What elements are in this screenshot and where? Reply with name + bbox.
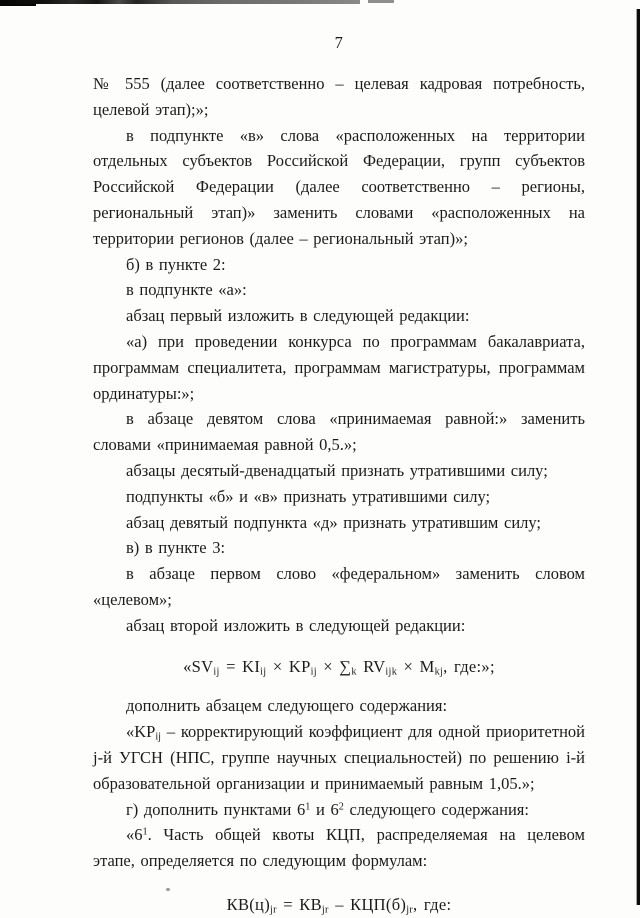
paragraph: [93, 613, 585, 639]
text-run: подпункты «б» и «в» признать утратившими силу;: [126, 486, 491, 506]
paragraph: [93, 693, 585, 719]
text-run: × ∑: [316, 656, 352, 676]
paragraph: [93, 329, 585, 406]
formula-subscript: k: [351, 666, 357, 678]
text-run: × KP: [266, 656, 311, 676]
document-body: [93, 71, 585, 918]
formula-subscript: jr: [270, 904, 277, 916]
page-number: 7: [334, 33, 344, 52]
text-run: – корректирующий коэффициент для одной приоритетной j-й УГСН (НПС, группе научных специальностей) по решению i-й образовательной организации и принимаемый равным 1,05.»;: [93, 722, 585, 793]
text-run: «KP: [126, 722, 156, 742]
paragraph: [93, 123, 585, 252]
text-run: . Часть общей квоты КЦП, распределяемая на целевом этапе, определяется по следующим формулам:: [93, 825, 585, 871]
text-run: «6: [126, 825, 143, 845]
text-run: = КВ: [276, 894, 322, 914]
paragraph: [93, 484, 585, 510]
paragraph: [93, 797, 585, 823]
text-run: , где:»;: [443, 656, 495, 676]
paragraph: [93, 719, 585, 796]
text-run: в абзаце девятом слова «принимаемая равной:» заменить словами «принимаемая равной 0,5.»;: [93, 409, 585, 455]
scan-artifact-top-dash: [368, 0, 394, 3]
paragraph: [93, 406, 585, 458]
text-run: б) в пункте 2:: [126, 254, 226, 274]
paragraph: [93, 510, 585, 536]
formula-subscript: ijk: [385, 666, 398, 678]
paragraph: [93, 303, 585, 329]
formula-subscript: ij: [310, 666, 317, 678]
text-run: абзац первый изложить в следующей редакции:: [126, 306, 470, 326]
text-run: и 6: [310, 799, 339, 819]
formula-subscript: ij: [213, 666, 220, 678]
paragraph: [93, 252, 585, 278]
text-run: абзац второй изложить в следующей редакции:: [126, 615, 466, 635]
text-run: в) в пункте 3:: [126, 538, 226, 558]
formula: [93, 654, 585, 680]
text-run: RV: [356, 656, 386, 676]
text-run: № 555 (далее соответственно – целевая кадровая потребность, целевой этап);»;: [93, 74, 585, 119]
text-run: абзацы десятый-двенадцатый признать утратившими силу;: [126, 460, 548, 480]
paragraph: [93, 535, 585, 561]
text-run: дополнить абзацем следующего содержания:: [126, 696, 448, 716]
formula-supscript: 2: [338, 800, 344, 812]
formula-supscript: 1: [305, 800, 311, 812]
paragraph: [93, 458, 585, 484]
text-run: «а) при проведении конкурса по программам бакалавриата, программам специалитета, программам магистратуры, программам ординатуры:»;: [93, 331, 585, 403]
paragraph: [93, 71, 585, 123]
formula-subscript: jr: [406, 904, 414, 916]
formula-supscript: 1: [142, 826, 148, 838]
text-run: «SV: [183, 656, 214, 676]
text-run: в подпункте «а»:: [126, 280, 247, 300]
text-run: в подпункте «в» слова «расположенных на территории отдельных субъектов Российской Федерации, групп субъектов Российской Федерации (далее соответственно – регионы, региональный этап)» заменить словами «расположенных на территории регионов (далее – региональный этап)»;: [93, 125, 585, 248]
paragraph: [93, 561, 585, 613]
text-run: КВ(ц): [226, 894, 270, 914]
text-run: , где:: [413, 894, 452, 914]
paragraph: [93, 277, 585, 303]
formula-subscript: kj: [434, 666, 444, 678]
text-run: в абзаце первом слово «федеральном» заменить словом «целевом»;: [93, 564, 585, 609]
formula-subscript: ij: [260, 666, 267, 678]
scan-artifact-top-edge-line: [0, 0, 360, 4]
text-run: – КЦП(б): [328, 894, 407, 914]
text-run: г) дополнить пунктами 6: [126, 799, 306, 819]
text-run: следующего содержания:: [343, 799, 529, 819]
text-run: × M: [397, 656, 435, 676]
text-run: абзац девятый подпункта «д» признать утратившим силу;: [126, 512, 541, 532]
paragraph: [93, 822, 585, 874]
formula-subscript: ij: [155, 731, 162, 743]
formula-subscript: jr: [321, 904, 329, 916]
text-run: = KI: [219, 656, 261, 676]
